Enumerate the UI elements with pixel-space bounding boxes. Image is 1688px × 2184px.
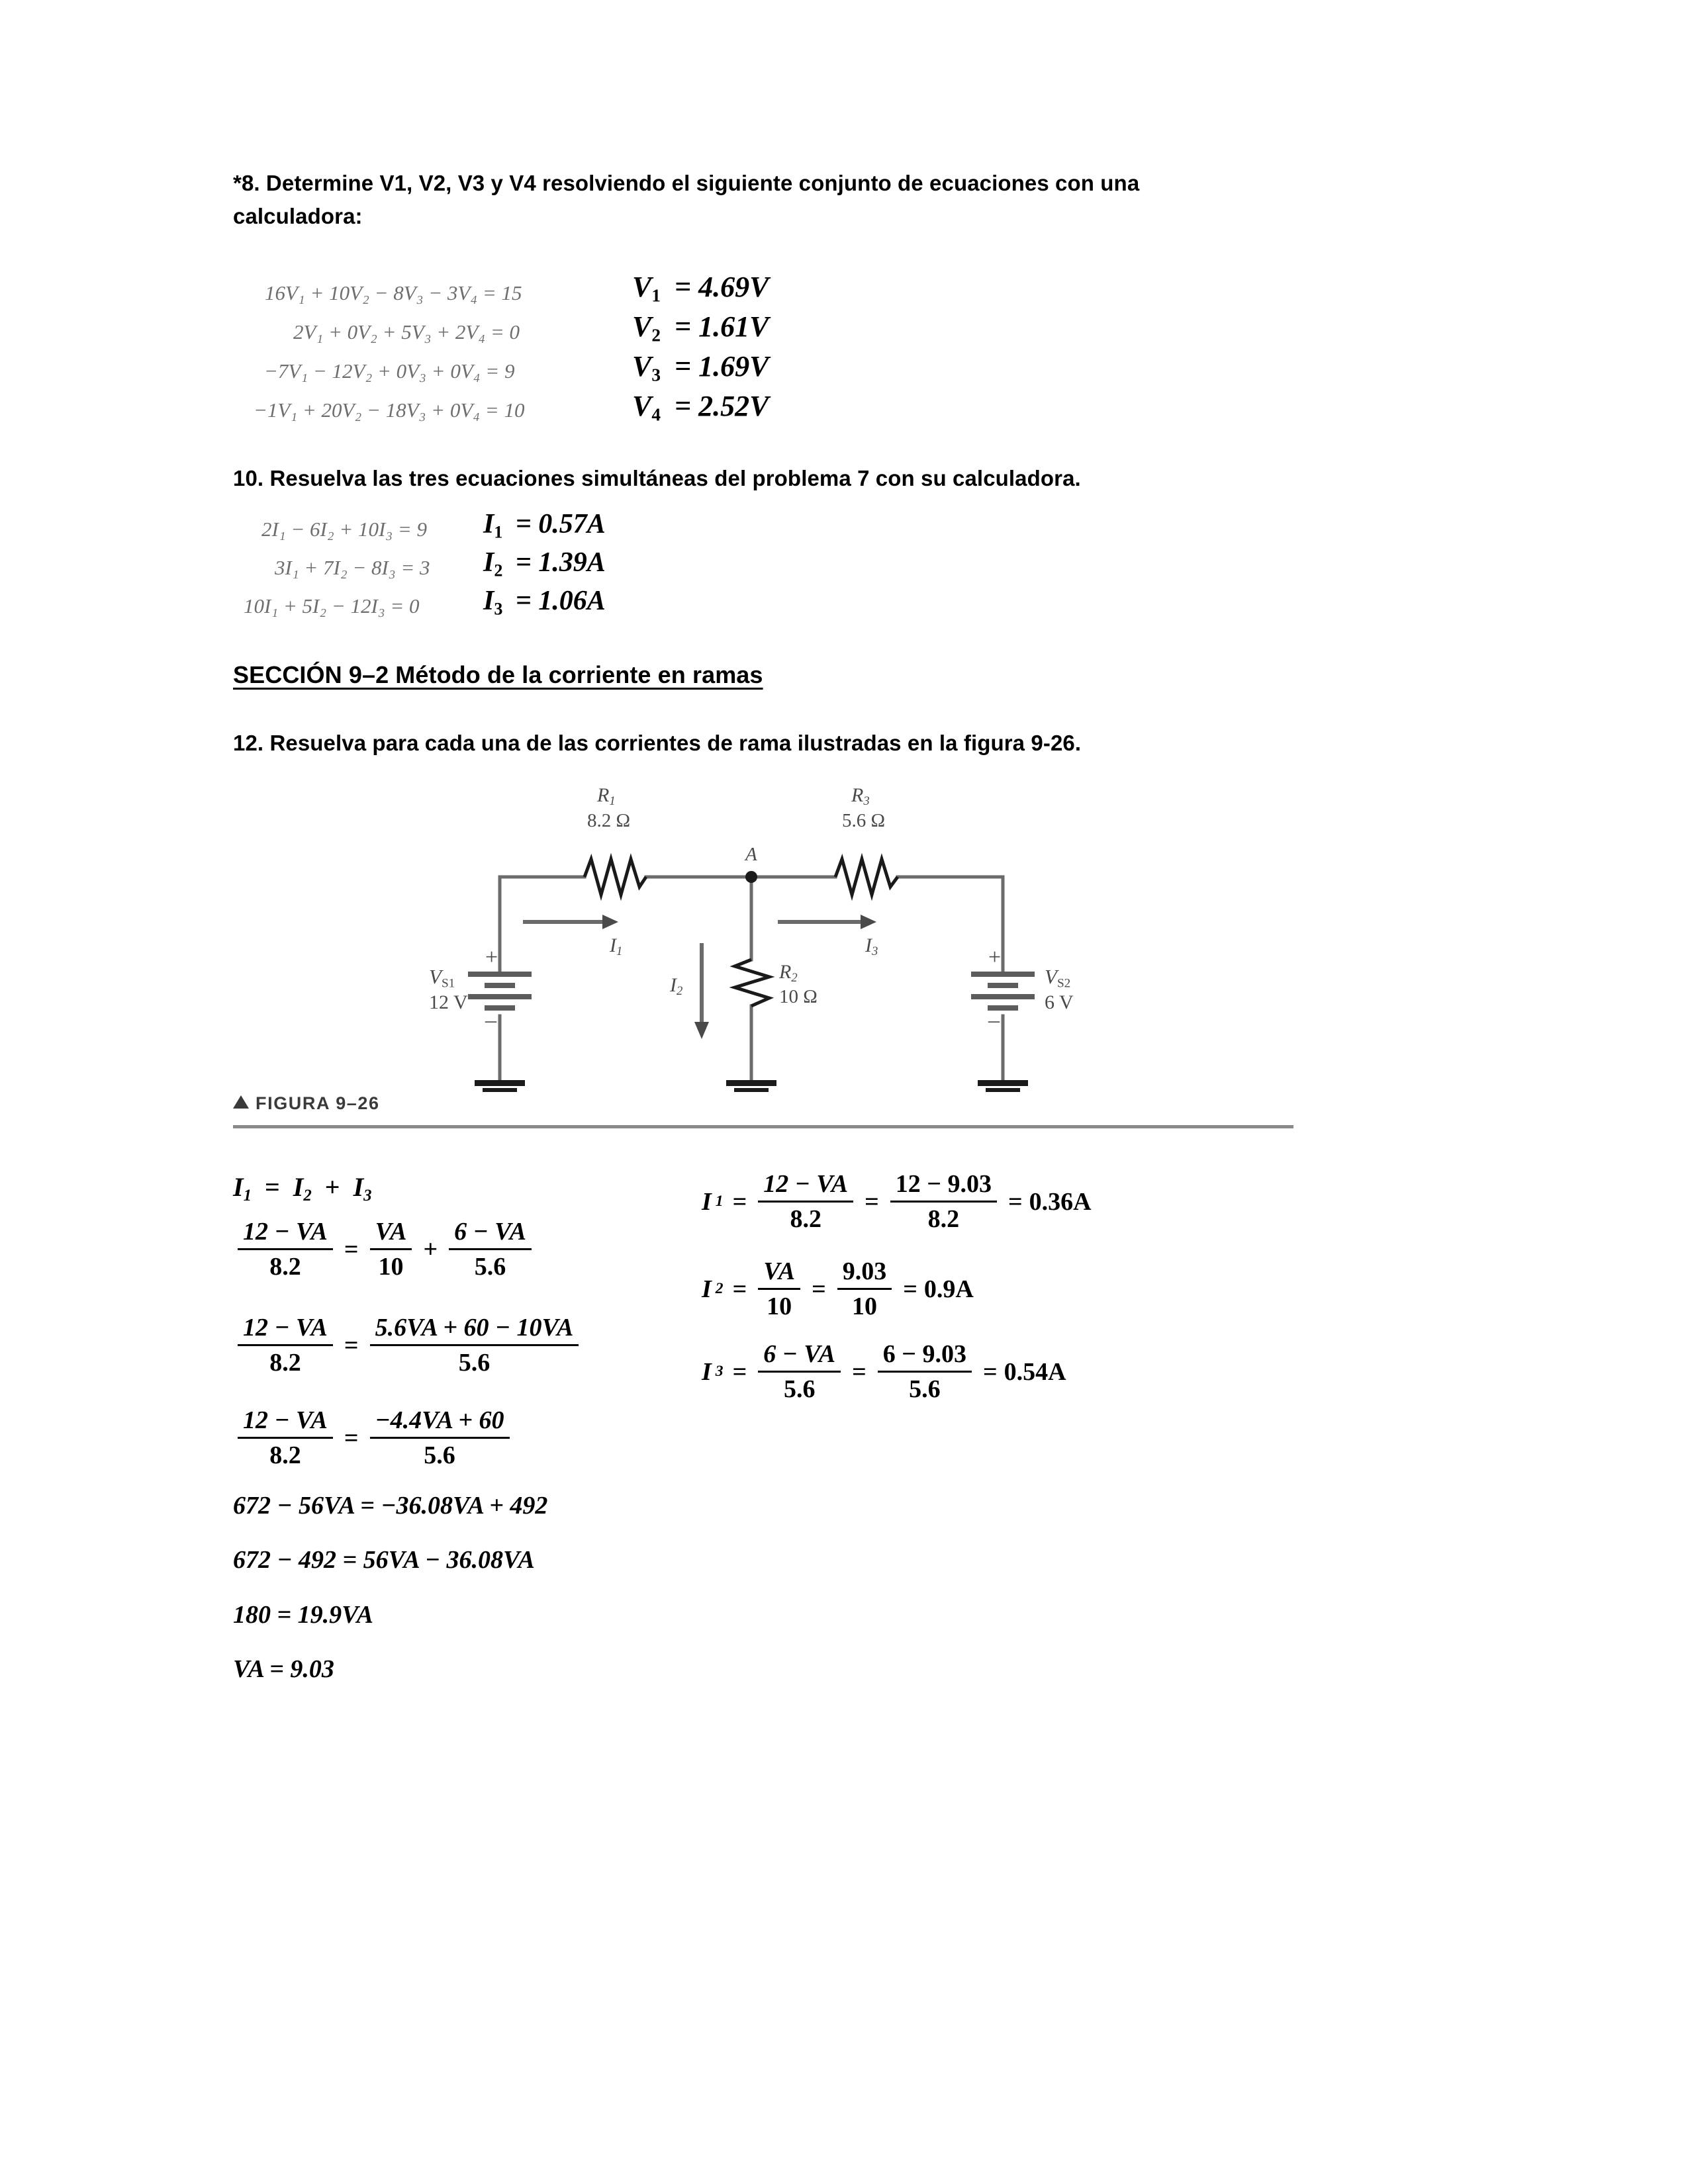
i2-value: = 1.39A xyxy=(515,547,606,578)
i3-fraction-symbolic: $\frac{6 - VA}{5.6}$ xyxy=(758,1340,841,1403)
i2-subscript: 2 xyxy=(494,561,503,580)
solution-step-2 xyxy=(233,1218,536,1281)
i1-value: = 0.57A xyxy=(515,509,606,539)
i3-equals-1: = xyxy=(732,1357,747,1386)
problem-10-answer-i2 xyxy=(483,547,606,580)
label-r3-value: 5.6 Ω xyxy=(842,810,886,831)
i1-subscript: 1 xyxy=(494,522,503,542)
problem-8-answer-v3 xyxy=(632,349,769,386)
node-a-dot xyxy=(745,871,757,883)
i1-equals-3: = xyxy=(1008,1187,1023,1216)
label-r1: $R_1$ xyxy=(597,784,616,809)
i2-symbol: I xyxy=(483,547,494,578)
step4-fraction-2: $\frac{-4.4VA + 60}{5.6}$ xyxy=(370,1406,510,1469)
step4-equals: = xyxy=(344,1424,359,1452)
problem-8-answer-v2 xyxy=(632,310,769,346)
resistor-r1-symbol xyxy=(585,859,646,895)
step2-plus: + xyxy=(423,1235,438,1263)
solution-step-3 xyxy=(233,1314,583,1377)
v1-symbol: V xyxy=(632,271,652,303)
problem-8-answer-v4 xyxy=(632,389,769,426)
v2-symbol: V xyxy=(632,310,652,343)
problem-8-prompt-line-2: calculadora: xyxy=(233,204,363,228)
battery-vs2-symbol xyxy=(971,972,1035,1011)
solution-step-7: 180 = 19.9VA xyxy=(233,1601,374,1629)
solution-kcl-equation: $I_1 = I_2 + I_3$ xyxy=(233,1172,372,1205)
label-current-i3: $I_3$ xyxy=(865,934,878,959)
label-vs2-value: 6 V xyxy=(1045,991,1074,1013)
i3-equals-2: = xyxy=(852,1357,867,1386)
i1-fraction-symbolic: $\frac{12 - VA}{8.2}$ xyxy=(758,1170,853,1233)
i1-equals-2: = xyxy=(865,1187,879,1216)
problem-10-prompt: 10. Resuelva las tres ecuaciones simultáneas del problema 7 con su calculadora. xyxy=(233,466,1081,490)
i1-lead-subscript: 1 xyxy=(715,1193,724,1210)
i3-value: = 1.06A xyxy=(515,586,606,616)
label-node-a: A xyxy=(745,844,757,865)
ground-symbol-left xyxy=(475,1080,525,1092)
figure-caption-text: FIGURA 9–26 xyxy=(256,1093,380,1113)
step3-equals: = xyxy=(344,1331,359,1359)
figure-caption xyxy=(233,1093,380,1114)
v3-subscript: 3 xyxy=(651,365,661,385)
problem-10-equation-2: 3I₁ + 7I₂ − 8I₃ = 3 xyxy=(275,556,430,579)
i3-lead-symbol: I xyxy=(702,1357,712,1386)
step3-fraction-2: $\frac{5.6VA + 60 - 10VA}{5.6}$ xyxy=(370,1314,579,1377)
figure-9-26 xyxy=(424,781,1086,1092)
solution-step-5: 672 − 56VA = −36.08VA + 492 xyxy=(233,1492,548,1520)
problem-8-equation-1: 16V₁ + 10V₂ − 8V₃ − 3V₄ = 15 xyxy=(265,281,522,304)
label-r2: $R_2$ xyxy=(779,961,798,985)
section-heading: SECCIÓN 9–2 Método de la corriente en ramas xyxy=(233,661,763,688)
problem-8-prompt-line-1: *8. Determine V1, V2, V3 y V4 resolviendo el siguiente conjunto de ecuaciones con una xyxy=(233,171,1140,195)
v4-value: = 2.52V xyxy=(675,390,769,422)
solution-step-4 xyxy=(233,1406,514,1469)
solution-i1-equation xyxy=(702,1170,1092,1233)
i1-fraction-numeric: $\frac{12 - 9.03}{8.2}$ xyxy=(890,1170,997,1233)
i2-equals-1: = xyxy=(732,1275,747,1303)
current-arrow-i1 xyxy=(523,915,618,929)
step2-fraction-2: $\frac{VA}{10}$ xyxy=(370,1218,412,1281)
v4-symbol: V xyxy=(632,390,652,422)
problem-8-answer-v1 xyxy=(632,270,769,306)
label-vs2: $V_{S2}$ xyxy=(1045,965,1071,991)
solution-i2-equation xyxy=(702,1257,974,1320)
i1-equals-1: = xyxy=(732,1187,747,1216)
triangle-up-icon xyxy=(233,1095,249,1109)
problem-8-equation-3: −7V₁ − 12V₂ + 0V₃ + 0V₄ = 9 xyxy=(264,359,515,383)
label-r3: $R_3$ xyxy=(851,784,870,809)
i2-equals-3: = xyxy=(903,1275,917,1303)
v1-value: = 4.69V xyxy=(675,271,769,303)
problem-10-equation-3: 10I₁ + 5I₂ − 12I₃ = 0 xyxy=(244,594,420,617)
v2-value: = 1.61V xyxy=(675,310,769,343)
problem-8-equation-4: −1V₁ + 20V₂ − 18V₃ + 0V₄ = 10 xyxy=(254,398,525,422)
problem-8-equation-2: 2V₁ + 0V₂ + 5V₃ + 2V₄ = 0 xyxy=(293,320,520,343)
i2-equals-2: = xyxy=(812,1275,826,1303)
circuit-diagram-svg xyxy=(424,781,1086,1092)
step2-equals: = xyxy=(344,1235,359,1263)
i1-lead-symbol: I xyxy=(702,1187,712,1216)
label-vs1: $V_{S1}$ xyxy=(429,965,455,991)
solution-step-6: 672 − 492 = 56VA − 36.08VA xyxy=(233,1546,535,1574)
vs1-plus-sign: + xyxy=(485,945,498,970)
i1-symbol: I xyxy=(483,509,494,539)
v3-value: = 1.69V xyxy=(675,350,769,383)
v1-subscript: 1 xyxy=(651,285,661,306)
i3-equals-3: = xyxy=(982,1357,998,1386)
ground-symbol-right xyxy=(978,1080,1028,1092)
label-vs1-value: 12 V xyxy=(429,991,468,1013)
problem-10-answer-i1 xyxy=(483,508,606,542)
solution-i3-equation xyxy=(702,1340,1066,1403)
resistor-r2-symbol xyxy=(735,960,769,1006)
step2-fraction-3: $\frac{6 - VA}{5.6}$ xyxy=(449,1218,532,1281)
current-arrow-i3 xyxy=(778,915,876,929)
problem-10-answer-i3 xyxy=(483,585,606,619)
ground-symbol-middle xyxy=(726,1080,776,1092)
vs2-minus-sign: – xyxy=(988,1008,1000,1032)
i3-symbol: I xyxy=(483,586,494,616)
battery-vs1-symbol xyxy=(468,972,532,1011)
solution-step-8: VA = 9.03 xyxy=(233,1655,334,1683)
i3-fraction-numeric: $\frac{6 - 9.03}{5.6}$ xyxy=(878,1340,972,1403)
step2-fraction-1: $\frac{12 - VA}{8.2}$ xyxy=(238,1218,333,1281)
i1-result: 0.36A xyxy=(1029,1187,1092,1216)
figure-divider-rule xyxy=(233,1125,1293,1128)
vs2-plus-sign: + xyxy=(988,945,1002,970)
label-current-i2: $I_2$ xyxy=(670,974,683,999)
i2-result: 0.9A xyxy=(923,1275,974,1303)
i2-lead-subscript: 2 xyxy=(715,1280,724,1298)
step4-fraction-1: $\frac{12 - VA}{8.2}$ xyxy=(238,1406,333,1469)
step3-fraction-1: $\frac{12 - VA}{8.2}$ xyxy=(238,1314,333,1377)
i3-lead-subscript: 3 xyxy=(715,1363,724,1381)
resistor-r3-symbol xyxy=(835,859,898,895)
problem-10-equation-1: 2I₁ − 6I₂ + 10I₃ = 9 xyxy=(261,518,428,541)
problem-12-prompt: 12. Resuelva para cada una de las corrientes de rama ilustradas en la figura 9-26. xyxy=(233,731,1082,755)
label-current-i1: $I_1$ xyxy=(610,934,623,959)
label-r2-value: 10 Ω xyxy=(779,986,818,1007)
i2-fraction-symbolic: $\frac{VA}{10}$ xyxy=(758,1257,800,1320)
i2-fraction-numeric: $\frac{9.03}{10}$ xyxy=(837,1257,892,1320)
i3-subscript: 3 xyxy=(494,599,503,619)
i3-result: 0.54A xyxy=(1004,1357,1066,1386)
current-arrow-i2 xyxy=(694,943,709,1039)
vs1-minus-sign: – xyxy=(485,1008,496,1032)
i2-lead-symbol: I xyxy=(702,1275,712,1303)
v2-subscript: 2 xyxy=(651,325,661,345)
label-r1-value: 8.2 Ω xyxy=(587,810,631,831)
v4-subscript: 4 xyxy=(651,404,661,425)
v3-symbol: V xyxy=(632,350,652,383)
